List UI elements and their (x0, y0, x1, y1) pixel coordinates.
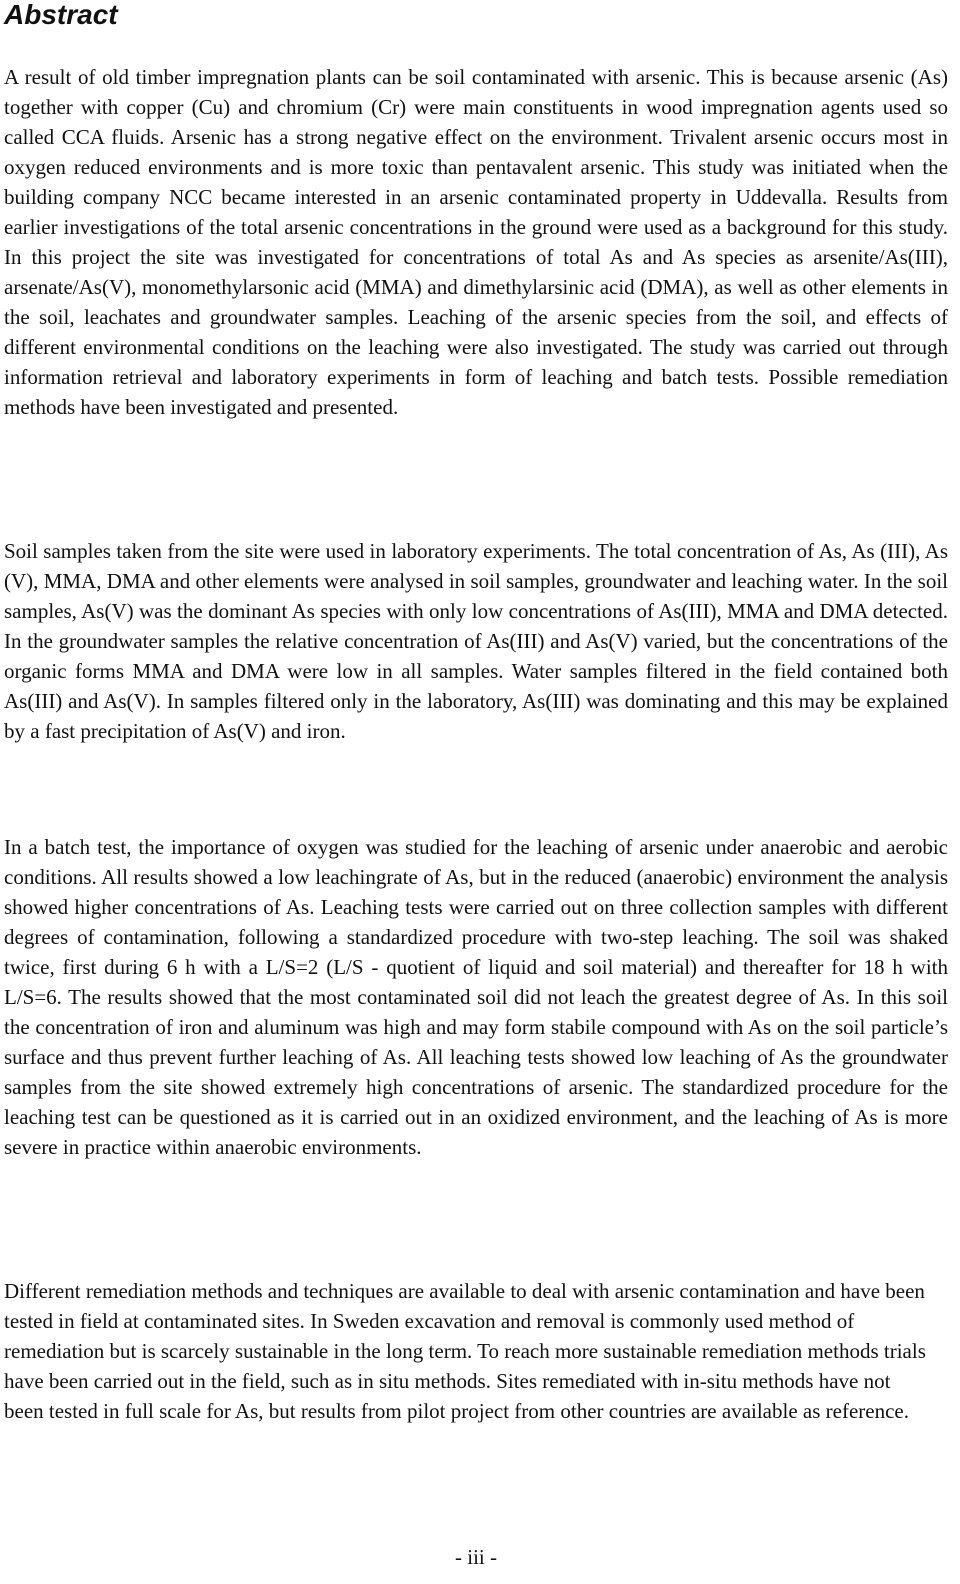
document-page (4, 0, 948, 1584)
abstract-paragraph-1: A result of old timber impregnation plants can be soil contaminated with arsenic. This is because arsenic (As) together with copper (Cu) and chromium (Cr) were main constituents in wood impregnation agents used so called CCA fluids. Arsenic has a strong negative effect on the environment. Trivalent arsenic occurs most in oxygen reduced environments and is more toxic than pentavalent arsenic. This study was initiated when the building company NCC became interested in an arsenic contaminated property in Uddevalla. Results from earlier investigations of the total arsenic concentrations in the ground were used as a background for this study. In this project the site was investigated for concentrations of total As and As species as arsenite/As(III), arsenate/As(V), monomethylarsonic acid (MMA) and dimethylarsinic acid (DMA), as well as other elements in the soil, leachates and groundwater samples. Leaching of the arsenic species from the soil, and effects of different environmental conditions on the leaching were also investigated. The study was carried out through information retrieval and laboratory experiments in form of leaching and batch tests. Possible remediation methods have been investigated and presented. (4, 65, 948, 419)
abstract-heading: Abstract (4, 0, 118, 30)
abstract-paragraph-3: In a batch test, the importance of oxygen was studied for the leaching of arsenic under anaerobic and aerobic conditions. All results showed a low leachingrate of As, but in the reduced (anaerobic) environment the analysis showed higher concentrations of As. Leaching tests were carried out on three collection samples with different degrees of contamination, following a standardized procedure with two-step leaching. The soil was shaked twice, first during 6 h with a L/S=2 (L/S - quotient of liquid and soil material) and thereafter for 18 h with L/S=6. The results showed that the most contaminated soil did not leach the greatest degree of As. In this soil the concentration of iron and aluminum was high and may form stabile compound with As on the soil particle’s surface and thus prevent further leaching of As. All leaching tests showed low leaching of As the groundwater samples from the site showed extremely high concentrations of arsenic. The standardized procedure for the leaching test can be questioned as it is carried out in an oxidized environment, and the leaching of As is more severe in practice within anaerobic environments. (4, 835, 948, 1159)
abstract-paragraph-2: Soil samples taken from the site were used in laboratory experiments. The total concentration of As, As (III), As (V), MMA, DMA and other elements were analysed in soil samples, groundwater and leaching water. In the soil samples, As(V) was the dominant As species with only low concentrations of As(III), MMA and DMA detected. In the groundwater samples the relative concentration of As(III) and As(V) varied, but the concentrations of the organic forms MMA and DMA were low in all samples. Water samples filtered in the field contained both As(III) and As(V). In samples filtered only in the laboratory, As(III) was dominating and this may be explained by a fast precipitation of As(V) and iron. (4, 539, 948, 743)
page-number: - iii - (455, 1545, 497, 1569)
abstract-paragraph-4: Different remediation methods and techniques are available to deal with arsenic contamination and have been tested in field at contaminated sites. In Sweden excavation and removal is commonly used method of remediation but is scarcely sustainable in the long term. To reach more sustainable remediation methods trials have been carried out in the field, such as in situ methods. Sites remediated with in-situ methods have not been tested in full scale for As, but results from pilot project from other countries are available as reference. (4, 1279, 926, 1423)
